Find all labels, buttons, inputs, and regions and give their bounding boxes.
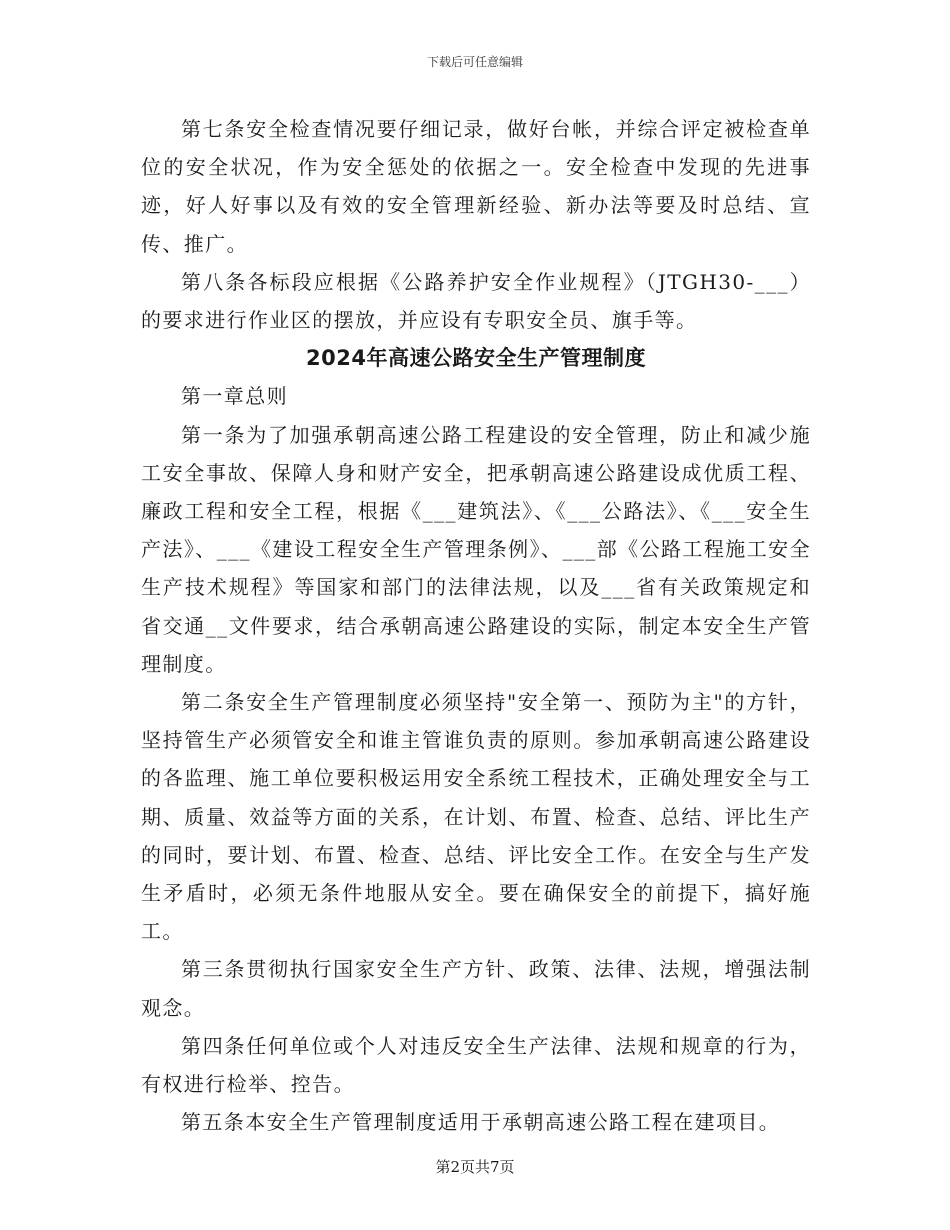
paragraph-article-8: 第八条各标段应根据《公路养护安全作业规程》（JTGH30-___）的要求进行作业区的摆放，并应设有专职安全员、旗手等。 — [141, 269, 811, 333]
chapter-heading: 第一章总则 — [181, 384, 288, 409]
paragraph-article-5: 第五条本安全生产管理制度适用于承朝高速公路工程在建项目。 — [181, 1110, 781, 1135]
paragraph-article-1: 第一条为了加强承朝高速公路工程建设的安全管理，防止和减少施工安全事故、保障人身和财产安全，把承朝高速公路建设成优质工程、廉政工程和安全工程，根据《___建筑法》、《___公路法》、《___安全生产法》、___《建设工程安全生产管理条例》、___部《公路工程施工安全生产技术规程》等国家和部门的法律法规，以及___省有关政策规定和省交通__文件要求，结合承朝高速公路建设的实际，制定本安全生产管理制度。 — [141, 422, 811, 676]
paragraph-article-2: 第二条安全生产管理制度必须坚持"安全第一、预防为主"的方针，坚持管生产必须管安全和谁主管谁负责的原则。参加承朝高速公路建设的各监理、施工单位要积极运用安全系统工程技术，正确处理安全与工期、质量、效益等方面的关系，在计划、布置、检查、总结、评比生产的同时，要计划、布置、检查、总结、评比安全工作。在安全与生产发生矛盾时，必须无条件地服从安全。要在确保安全的前提下，搞好施工。 — [141, 690, 811, 944]
paragraph-article-4: 第四条任何单位或个人对违反安全生产法律、法规和规章的行为，有权进行检举、控告。 — [141, 1033, 811, 1097]
page-header: 下载后可任意编辑 — [426, 55, 523, 69]
document-body — [141, 110, 811, 1141]
document-title: 2024年高速公路安全生产管理制度 — [306, 346, 646, 371]
paragraph-article-7: 第七条安全检查情况要仔细记录，做好台帐，并综合评定被检查单位的安全状况，作为安全惩处的依据之一。安全检查中发现的先进事迹，好人好事以及有效的安全管理新经验、新办法等要及时总结、宣传、推广。 — [141, 117, 811, 256]
page-footer: 第2页共7页 — [435, 1158, 515, 1176]
paragraph-article-3: 第三条贯彻执行国家安全生产方针、政策、法律、法规，增强法制观念。 — [141, 957, 811, 1020]
